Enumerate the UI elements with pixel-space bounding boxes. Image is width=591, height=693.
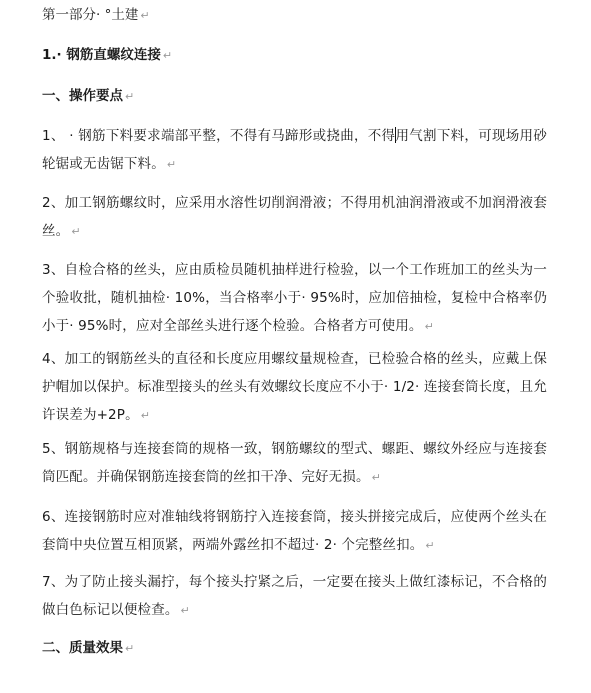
heading-operation-points [42,82,547,111]
heading-quality-effect [42,634,547,663]
section-header-text: 第一部分· °土建 [42,7,139,23]
paragraph-7[interactable] [42,568,547,625]
paragraph-3[interactable] [42,256,547,341]
paragraph-mark-icon: ↵ [71,225,81,238]
paragraph-mark-icon: ↵ [371,471,381,484]
paragraph-mark-icon: ↵ [166,158,177,171]
section-header [42,1,547,30]
paragraph-4[interactable] [42,345,547,430]
paragraph-3-text: 3、自检合格的丝头，应由质检员随机抽样进行检验，以一个工作班加工的丝头为一个验收批，随机抽检· 10%，当合格率小于· 95%时，应加倍抽检，复检中合格率仍小于· 95%时，应对全部丝头进行逐个检验。合格者方可使用。 [42,262,547,334]
heading-ops-text: 一、操作要点 [42,88,123,104]
paragraph-1-text-a: 1、 · 钢筋下料要求端部平整，不得有马蹄形或挠曲，不得 [42,128,396,144]
heading-rebar-thread-connection [42,41,547,70]
paragraph-2-text: 2、加工钢筋螺纹时，应采用水溶性切削润滑液；不得用机油润滑液或不加润滑液套丝。 [42,195,547,239]
paragraph-1[interactable] [42,122,547,179]
heading-quality-text: 二、质量效果 [42,640,123,656]
paragraph-4-text: 4、加工的钢筋丝头的直径和长度应用螺纹量规检查，已检验合格的丝头，应戴上保护帽加以保护。标准型接头的丝头有效螺纹长度应不小于· 1/2· 连接套筒长度，且允许误差为+2P。 [42,351,547,423]
paragraph-2[interactable] [42,189,547,246]
paragraph-6[interactable] [42,503,547,560]
paragraph-mark-icon: ↵ [425,539,435,552]
paragraph-mark-icon: ↵ [424,320,434,333]
paragraph-5-text: 5、钢筋规格与连接套筒的规格一致，钢筋螺纹的型式、螺距、螺纹外经应与连接套筒匹配。并确保钢筋连接套筒的丝扣干净、完好无损。 [42,441,547,485]
paragraph-mark-icon: ↵ [140,9,150,22]
paragraph-7-text: 7、为了防止接头漏拧，每个接头拧紧之后，一定要在接头上做红漆标记，不合格的做白色标记以便检查。 [42,574,547,618]
paragraph-1-text-b: 用气割下料，可现场用砂轮锯或无齿锯下料。 [42,128,547,172]
paragraph-mark-icon: ↵ [125,642,135,655]
heading-1-text: 1.· 钢筋直螺纹连接 [42,47,161,63]
paragraph-mark-icon: ↵ [125,90,135,103]
paragraph-mark-icon: ↵ [140,409,151,422]
paragraph-6-text: 6、连接钢筋时应对准轴线将钢筋拧入连接套筒，接头拼接完成后，应使两个丝头在套筒中央位置互相顶紧，两端外露丝扣不超过· 2· 个完整丝扣。 [42,509,547,553]
paragraph-mark-icon: ↵ [162,49,173,62]
paragraph-mark-icon: ↵ [180,604,190,617]
paragraph-5[interactable] [42,435,547,492]
